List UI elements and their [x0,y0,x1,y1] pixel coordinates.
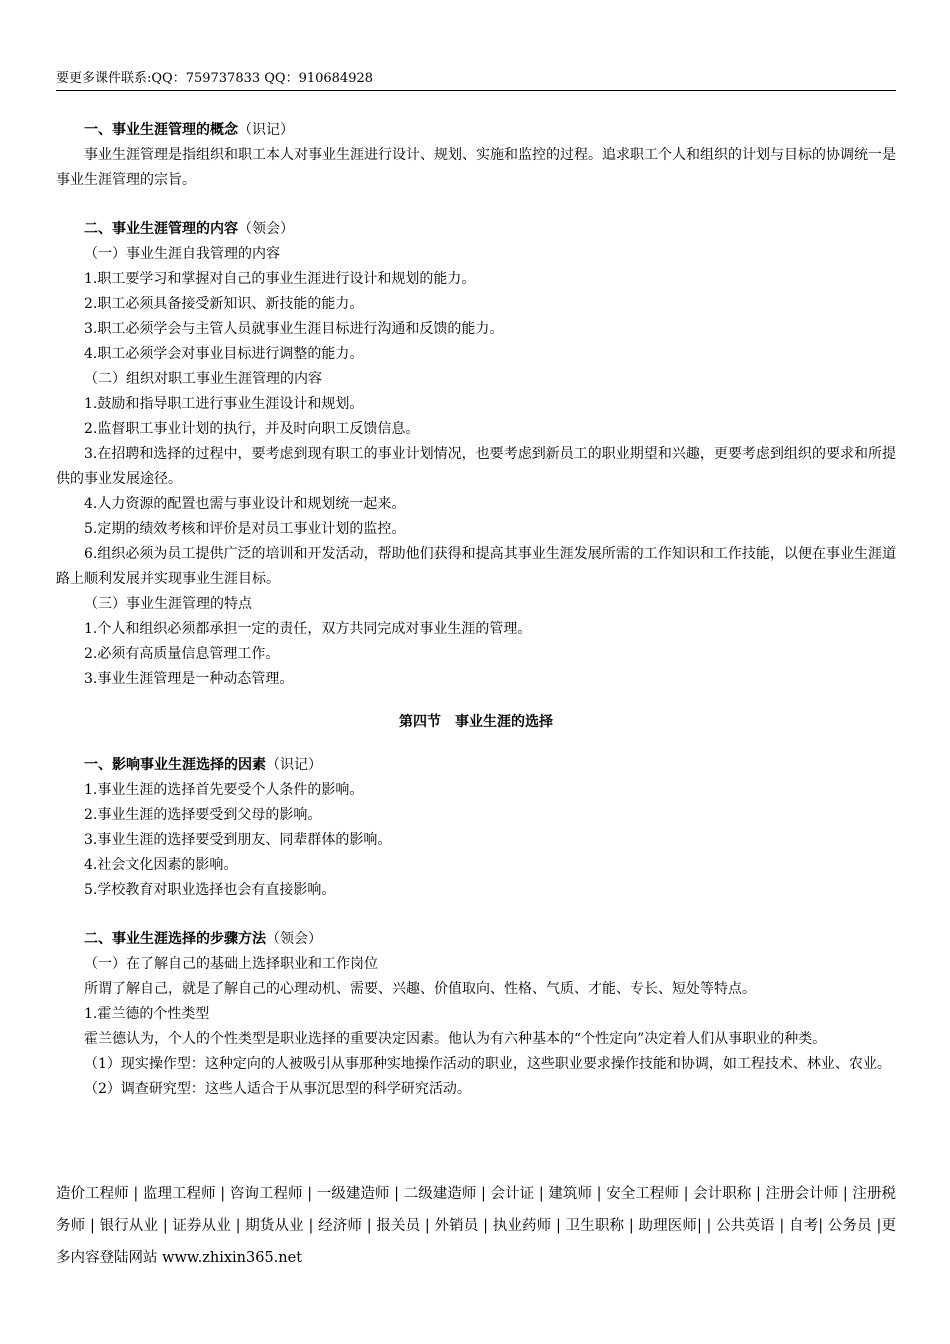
section-note: （领会） [238,221,294,237]
section-title: 二、事业生涯管理的内容 [84,221,238,237]
paragraph: 1.霍兰德的个性类型 [84,1006,210,1022]
list-item: 3.事业生涯管理是一种动态管理。 [84,671,294,687]
section-note: （识记） [238,122,294,138]
list-item: 3.在招聘和选择的过程中，要考虑到现有职工的事业计划情况，也要考虑到新员工的职业期望和兴趣，更要考虑到组织的要求和所提供的事业发展途径。 [56,446,896,487]
section-note: （领会） [266,931,322,947]
subsection-title: （二）组织对职工事业生涯管理的内容 [84,371,322,387]
paragraph: （1）现实操作型：这种定向的人被吸引从事那种实地操作活动的职业，这些职业要求操作技能和协调，如工程技术、林业、农业。 [84,1056,891,1072]
list-item: 6.组织必须为员工提供广泛的培训和开发活动，帮助他们获得和提高其事业生涯发展所需的工作知识和工作技能，以便在事业生涯道路上顺利发展并实现事业生涯目标。 [56,546,896,587]
paragraph: 所谓了解自己，就是了解自己的心理动机、需要、兴趣、价值取向、性格、气质、才能、专长、短处等特点。 [84,981,756,997]
subsection-title: （一）在了解自己的基础上选择职业和工作岗位 [84,956,378,972]
list-item: 1.事业生涯的选择首先要受个人条件的影响。 [84,782,364,798]
chapter-title: 第四节 事业生涯的选择 [399,714,553,730]
list-item: 4.职工必须学会对事业目标进行调整的能力。 [84,346,364,362]
page-header: 要更多课件联系:QQ：759737833 QQ：910684928 [56,70,896,91]
subsection-title: （一）事业生涯自我管理的内容 [84,246,280,262]
section-heading [56,118,896,143]
list-item: 2.必须有高质量信息管理工作。 [84,646,280,662]
paragraph: 事业生涯管理是指组织和职工本人对事业生涯进行设计、规划、实施和监控的过程。追求职工个人和组织的计划与目标的协调统一是事业生涯管理的宗旨。 [56,147,896,188]
subsection-title: （三）事业生涯管理的特点 [84,596,252,612]
section-heading [56,753,896,778]
list-item: 2.监督职工事业计划的执行，并及时向职工反馈信息。 [84,421,420,437]
list-item: 1.职工要学习和掌握对自己的事业生涯进行设计和规划的能力。 [84,271,476,287]
list-item: 1.个人和组织必须都承担一定的责任，双方共同完成对事业生涯的管理。 [84,621,532,637]
list-item: 3.事业生涯的选择要受到朋友、同辈群体的影响。 [84,832,392,848]
document-body [56,118,896,1102]
paragraph: （2）调查研究型：这些人适合于从事沉思型的科学研究活动。 [84,1081,471,1097]
list-item: 2.事业生涯的选择要受到父母的影响。 [84,807,322,823]
list-item: 1.鼓励和指导职工进行事业生涯设计和规划。 [84,396,364,412]
list-item: 3.职工必须学会与主管人员就事业生涯目标进行沟通和反馈的能力。 [84,321,504,337]
section-title: 二、事业生涯选择的步骤方法 [84,931,266,947]
paragraph: 霍兰德认为，个人的个性类型是职业选择的重要决定因素。他认为有六种基本的“个性定向”决定着人们从事职业的种类。 [84,1031,827,1047]
section-title: 一、事业生涯管理的概念 [84,122,238,138]
list-item: 5.学校教育对职业选择也会有直接影响。 [84,882,336,898]
list-item: 5.定期的绩效考核和评价是对员工事业计划的监控。 [84,521,406,537]
list-item: 4.人力资源的配置也需与事业设计和规划统一起来。 [84,496,406,512]
list-item: 2.职工必须具备接受新知识、新技能的能力。 [84,296,364,312]
list-item: 4.社会文化因素的影响。 [84,857,238,873]
section-title: 一、影响事业生涯选择的因素 [84,757,266,773]
page-footer-links: 造价工程师 | 监理工程师 | 咨询工程师 | 一级建造师 | 二级建造师 | 会计证 | 建筑师 | 安全工程师 | 会计职称 | 注册会计师 | 注册税务师 | 银行从业 | 证券从业 | 期货从业 | 经济师 | 报关员 | 外销员 | 执业药师 | 卫生职称 | 助理医师| | 公共英语 | 自考| 公务员 |更多内容登陆网站 www.zhixin365.net [56,1186,896,1266]
section-heading [56,927,896,952]
section-heading [56,217,896,242]
section-note: （识记） [266,757,322,773]
